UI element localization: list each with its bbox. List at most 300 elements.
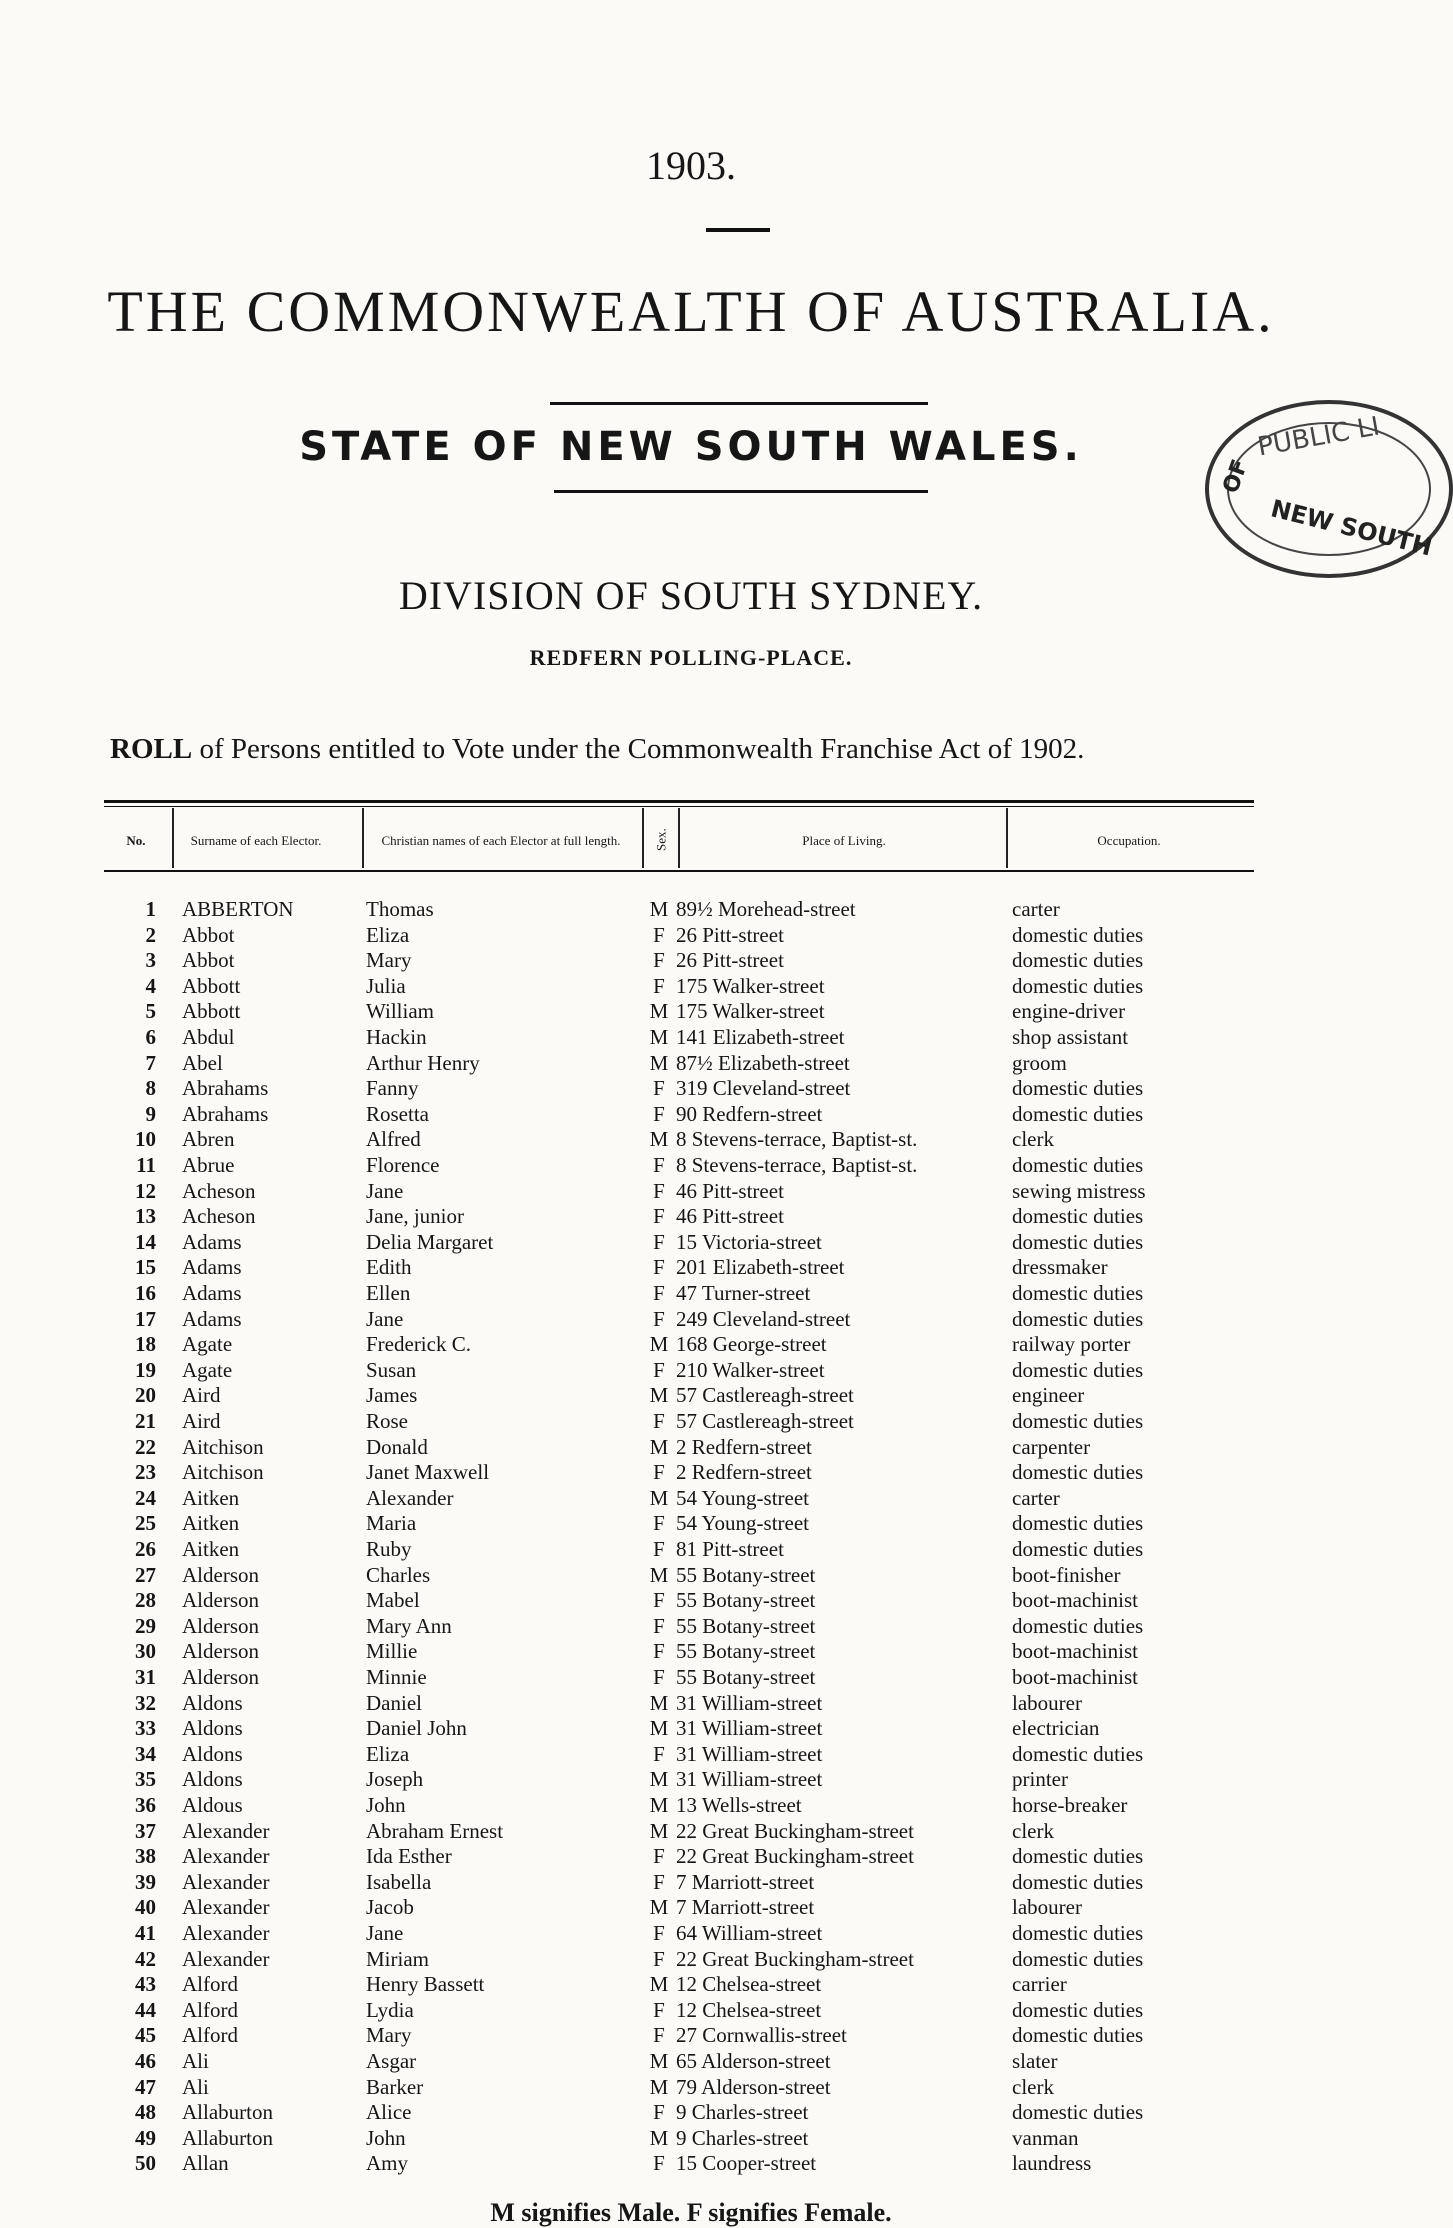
entry-place-of-living: 22 Great Buckingham-street: [676, 1946, 914, 1971]
table-row: [0, 1460, 1382, 1486]
entry-number: 10: [135, 1127, 156, 1152]
entry-sex: F: [653, 1537, 665, 1561]
entry-number: 8: [145, 1076, 156, 1101]
entry-surname: Alford: [182, 1997, 238, 2022]
entry-occupation: boot-finisher: [1012, 1562, 1121, 1587]
table-row: [0, 1179, 1382, 1205]
table-row: [0, 1972, 1382, 1998]
entry-place-of-living: 55 Botany-street: [676, 1588, 816, 1613]
entry-occupation: boot-machinist: [1012, 1588, 1138, 1613]
entry-sex: M: [649, 1434, 669, 1459]
state-title: STATE OF NEW SOUTH WALES.: [299, 424, 1083, 470]
table-row: [0, 1844, 1382, 1870]
table-top-rule: [104, 800, 1254, 803]
entry-sex: F: [653, 1665, 665, 1689]
entry-sex: M: [649, 1895, 669, 1920]
entry-number: 6: [145, 1025, 156, 1049]
table-row: [0, 1895, 1382, 1921]
entry-surname: Aitken: [182, 1511, 240, 1536]
entry-place-of-living: 55 Botany-street: [676, 1665, 816, 1689]
entry-number: 9: [145, 1101, 156, 1126]
entry-surname: Abrahams: [182, 1076, 269, 1101]
entry-number: 32: [135, 1690, 156, 1715]
divider-short: [706, 228, 770, 232]
entry-surname: Acheson: [182, 1204, 256, 1229]
entry-christian-names: Hackin: [366, 1025, 427, 1049]
entry-place-of-living: 31 William-street: [676, 1690, 823, 1715]
entry-occupation: horse-breaker: [1012, 1793, 1128, 1817]
table-row: [0, 1076, 1382, 1102]
entry-sex: M: [649, 1485, 669, 1510]
entry-christian-names: Joseph: [366, 1767, 424, 1792]
entry-occupation: carpenter: [1012, 1434, 1091, 1459]
roll-description: [110, 733, 1084, 766]
entry-place-of-living: 175 Walker-street: [676, 999, 825, 1024]
entry-surname: Abbott: [182, 973, 241, 998]
entry-sex: F: [653, 1153, 665, 1177]
entry-surname: Allan: [182, 2151, 229, 2176]
table-row: [0, 1307, 1382, 1333]
table-row: [0, 2049, 1382, 2075]
entry-occupation: domestic duties: [1012, 1741, 1144, 1766]
entry-surname: Aitchison: [182, 1460, 264, 1485]
entry-number: 50: [135, 2151, 156, 2176]
entry-place-of-living: 22 Great Buckingham-street: [676, 1818, 914, 1843]
entry-number: 33: [135, 1716, 156, 1741]
entry-number: 3: [145, 948, 156, 973]
table-row: [0, 1870, 1382, 1896]
entry-number: 44: [135, 1997, 156, 2022]
entry-christian-names: Eliza: [366, 1741, 410, 1766]
col-divider-3: [642, 808, 644, 868]
entry-place-of-living: 7 Marriott-street: [676, 1869, 815, 1894]
entry-place-of-living: 210 Walker-street: [676, 1357, 825, 1382]
year-heading: 1903.: [646, 143, 736, 188]
entry-place-of-living: 55 Botany-street: [676, 1562, 816, 1587]
table-row: [0, 1511, 1382, 1537]
table-row: [0, 923, 1382, 949]
table-row: [0, 1716, 1382, 1742]
entry-number: 43: [135, 1972, 156, 1997]
entry-occupation: domestic duties: [1012, 1844, 1144, 1869]
entry-surname: Aldons: [182, 1716, 243, 1741]
entry-sex: F: [653, 1101, 665, 1126]
table-row: [0, 1051, 1382, 1077]
entry-place-of-living: 168 George-street: [676, 1332, 827, 1357]
header-no: No.: [126, 832, 146, 848]
entry-sex: M: [649, 2049, 669, 2073]
entry-surname: Aldous: [182, 1793, 243, 1817]
entry-surname: Aldons: [182, 1767, 243, 1792]
table-row: [0, 1409, 1382, 1435]
table-row: [0, 2151, 1382, 2177]
entry-christian-names: Edith: [366, 1255, 412, 1280]
entry-sex: F: [653, 1946, 665, 1971]
entry-christian-names: Florence: [366, 1153, 440, 1177]
col-divider-5: [1006, 808, 1008, 868]
entry-number: 16: [135, 1281, 156, 1305]
library-stamp: [1205, 400, 1453, 578]
entry-occupation: domestic duties: [1012, 1946, 1144, 1971]
table-row: [0, 2100, 1382, 2126]
entry-number: 11: [136, 1153, 156, 1177]
entry-christian-names: Jane: [366, 1306, 404, 1331]
table-row: [0, 1819, 1382, 1845]
entry-christian-names: Rosetta: [366, 1101, 429, 1126]
entry-surname: Alford: [182, 2023, 238, 2048]
entry-number: 30: [135, 1639, 156, 1664]
entry-occupation: laundress: [1012, 2151, 1092, 2176]
entry-surname: Acheson: [182, 1178, 256, 1203]
entry-sex: M: [649, 1716, 669, 1741]
entry-sex: F: [653, 922, 665, 947]
entry-christian-names: Barker: [366, 2074, 424, 2099]
entry-occupation: labourer: [1012, 1690, 1082, 1715]
entry-occupation: domestic duties: [1012, 1869, 1144, 1894]
entry-surname: Allaburton: [182, 2125, 273, 2150]
entry-number: 13: [135, 1204, 156, 1229]
table-row: [0, 1230, 1382, 1256]
entry-sex: F: [653, 2151, 665, 2176]
entry-place-of-living: 9 Charles-street: [676, 2125, 809, 2150]
entry-number: 46: [135, 2049, 156, 2073]
entry-number: 18: [135, 1332, 156, 1357]
entry-sex: F: [653, 948, 665, 973]
entry-number: 40: [135, 1895, 156, 1920]
entry-number: 21: [135, 1409, 156, 1433]
table-row: [0, 1537, 1382, 1563]
entry-christian-names: Rose: [366, 1409, 408, 1433]
entry-place-of-living: 26 Pitt-street: [676, 922, 784, 947]
entry-sex: M: [649, 1383, 669, 1408]
entry-occupation: printer: [1012, 1767, 1068, 1792]
entry-christian-names: Ida Esther: [366, 1844, 452, 1869]
division-title: DIVISION OF SOUTH SYDNEY.: [398, 573, 984, 618]
entry-occupation: engine-driver: [1012, 999, 1126, 1024]
entry-christian-names: Miriam: [366, 1946, 429, 1971]
entry-number: 48: [135, 2100, 156, 2125]
entry-number: 27: [135, 1562, 156, 1587]
entry-number: 45: [135, 2023, 156, 2048]
entry-place-of-living: 8 Stevens-terrace, Baptist-st.: [676, 1153, 918, 1177]
sex-legend: M signifies Male. F signifies Female.: [490, 2198, 892, 2227]
entry-place-of-living: 27 Cornwallis-street: [676, 2023, 847, 2048]
entry-occupation: dressmaker: [1012, 1255, 1108, 1280]
entry-surname: Alexander: [182, 1818, 270, 1843]
entry-place-of-living: 22 Great Buckingham-street: [676, 1844, 914, 1869]
entry-sex: M: [649, 1818, 669, 1843]
table-row: [0, 999, 1382, 1025]
entry-number: 47: [135, 2074, 156, 2099]
entry-surname: Adams: [182, 1255, 242, 1280]
entry-christian-names: Charles: [366, 1562, 431, 1587]
stamp-text-top: PUBLIC LI: [1255, 411, 1382, 463]
entry-number: 22: [135, 1434, 156, 1459]
entry-christian-names: Mary Ann: [366, 1613, 452, 1638]
entry-number: 41: [135, 1921, 156, 1945]
entry-sex: F: [653, 973, 665, 998]
entry-number: 34: [135, 1741, 156, 1766]
entry-place-of-living: 9 Charles-street: [676, 2100, 809, 2125]
entry-surname: Ali: [182, 2074, 209, 2099]
entry-occupation: clerk: [1012, 1818, 1054, 1843]
entry-sex: F: [653, 1306, 665, 1331]
entry-sex: F: [653, 1204, 665, 1229]
entry-occupation: domestic duties: [1012, 1460, 1144, 1485]
entry-number: 36: [135, 1793, 156, 1817]
entry-sex: F: [653, 1178, 665, 1203]
entry-surname: Abel: [182, 1050, 223, 1075]
stamp-text-bottom: NEW SOUTH: [1268, 494, 1435, 562]
entry-christian-names: Mary: [366, 2023, 412, 2048]
entry-christian-names: Isabella: [366, 1869, 432, 1894]
entry-occupation: groom: [1012, 1050, 1067, 1075]
entry-place-of-living: 8 Stevens-terrace, Baptist-st.: [676, 1127, 918, 1152]
table-row: [0, 1665, 1382, 1691]
entry-occupation: domestic duties: [1012, 1357, 1144, 1382]
entry-sex: F: [653, 1357, 665, 1382]
entry-number: 26: [135, 1537, 156, 1561]
entry-sex: F: [653, 1844, 665, 1869]
entry-occupation: domestic duties: [1012, 948, 1144, 973]
entry-surname: Ali: [182, 2049, 209, 2073]
entry-occupation: domestic duties: [1012, 1229, 1144, 1254]
entry-christian-names: Frederick C.: [366, 1332, 471, 1357]
table-row: [0, 1691, 1382, 1717]
entry-sex: F: [653, 1281, 665, 1305]
entry-christian-names: Eliza: [366, 922, 410, 947]
entry-occupation: domestic duties: [1012, 2100, 1144, 2125]
entry-surname: Aird: [182, 1409, 221, 1433]
entry-occupation: boot-machinist: [1012, 1639, 1138, 1664]
entry-sex: F: [653, 1613, 665, 1638]
polling-place-title: REDFERN POLLING-PLACE.: [529, 645, 853, 670]
entry-christian-names: Millie: [366, 1639, 418, 1664]
entry-sex: M: [649, 1127, 669, 1152]
entry-place-of-living: 65 Alderson-street: [676, 2049, 831, 2073]
entry-place-of-living: 31 William-street: [676, 1767, 823, 1792]
entry-place-of-living: 249 Cleveland-street: [676, 1306, 851, 1331]
entry-number: 17: [135, 1306, 156, 1331]
entry-sex: F: [653, 1588, 665, 1613]
table-row: [0, 2075, 1382, 2101]
entry-occupation: domestic duties: [1012, 1281, 1144, 1305]
entry-surname: Alderson: [182, 1613, 259, 1638]
entry-surname: Alexander: [182, 1921, 270, 1945]
header-occupation: Occupation.: [1097, 832, 1161, 848]
entry-christian-names: Jacob: [366, 1895, 414, 1920]
entry-christian-names: Arthur Henry: [366, 1050, 480, 1075]
entry-number: 14: [135, 1229, 156, 1254]
entry-sex: M: [649, 1793, 669, 1817]
entry-occupation: domestic duties: [1012, 1997, 1144, 2022]
entry-occupation: carter: [1012, 897, 1060, 921]
table-row: [0, 897, 1382, 923]
entry-surname: Abbott: [182, 999, 241, 1024]
entry-place-of-living: 55 Botany-street: [676, 1639, 816, 1664]
entry-place-of-living: 31 William-street: [676, 1741, 823, 1766]
entry-occupation: railway porter: [1012, 1332, 1131, 1357]
entry-christian-names: Fanny: [366, 1076, 419, 1101]
entry-place-of-living: 64 William-street: [676, 1921, 823, 1945]
entry-place-of-living: 89½ Morehead-street: [676, 897, 856, 921]
table-row: [0, 1358, 1382, 1384]
entry-sex: M: [649, 1562, 669, 1587]
entry-christian-names: Donald: [366, 1434, 428, 1459]
entry-occupation: carrier: [1012, 1972, 1067, 1997]
entry-place-of-living: 31 William-street: [676, 1716, 823, 1741]
entry-surname: Alford: [182, 1972, 238, 1997]
entry-place-of-living: 87½ Elizabeth-street: [676, 1050, 850, 1075]
entry-place-of-living: 26 Pitt-street: [676, 948, 784, 973]
entry-occupation: domestic duties: [1012, 1153, 1144, 1177]
entry-occupation: clerk: [1012, 1127, 1054, 1152]
entry-surname: Adams: [182, 1306, 242, 1331]
entry-christian-names: Maria: [366, 1511, 417, 1536]
entry-surname: Abdul: [182, 1025, 235, 1049]
roll-word: ROLL: [110, 733, 193, 765]
divider-bottom: [554, 490, 928, 493]
table-header-rule: [104, 870, 1254, 872]
entry-sex: M: [649, 1767, 669, 1792]
entry-surname: Agate: [182, 1332, 233, 1357]
entry-number: 28: [135, 1588, 156, 1613]
entry-place-of-living: 81 Pitt-street: [676, 1537, 784, 1561]
entry-christian-names: Mabel: [366, 1588, 420, 1613]
entry-sex: M: [649, 2125, 669, 2150]
entry-place-of-living: 2 Redfern-street: [676, 1460, 812, 1485]
entry-surname: Alderson: [182, 1639, 259, 1664]
entry-place-of-living: 54 Young-street: [676, 1485, 810, 1510]
entry-occupation: boot-machinist: [1012, 1665, 1138, 1689]
entry-place-of-living: 12 Chelsea-street: [676, 1972, 822, 1997]
entry-number: 29: [135, 1613, 156, 1638]
entry-occupation: shop assistant: [1012, 1025, 1129, 1049]
entry-christian-names: Jane, junior: [366, 1204, 464, 1229]
entry-number: 1: [145, 897, 156, 921]
entry-surname: ABBERTON: [182, 897, 294, 921]
entry-number: 24: [135, 1485, 156, 1510]
entry-christian-names: Daniel: [366, 1690, 422, 1715]
entry-christian-names: Delia Margaret: [366, 1229, 494, 1254]
entry-place-of-living: 2 Redfern-street: [676, 1434, 812, 1459]
entry-number: 12: [135, 1178, 156, 1203]
entry-christian-names: Daniel John: [366, 1716, 467, 1741]
entry-place-of-living: 141 Elizabeth-street: [676, 1025, 845, 1049]
entry-occupation: domestic duties: [1012, 1204, 1144, 1229]
stamp-text-left: OF: [1218, 456, 1254, 497]
entry-sex: F: [653, 1255, 665, 1280]
entry-place-of-living: 90 Redfern-street: [676, 1101, 823, 1126]
header-place: Place of Living.: [802, 832, 886, 848]
entry-christian-names: Minnie: [366, 1665, 427, 1689]
entry-occupation: domestic duties: [1012, 1409, 1144, 1433]
entry-sex: F: [653, 1409, 665, 1433]
entry-occupation: engineer: [1012, 1383, 1085, 1408]
entry-christian-names: John: [366, 2125, 406, 2150]
entry-number: 38: [135, 1844, 156, 1869]
table-row: [0, 1639, 1382, 1665]
entry-occupation: slater: [1012, 2049, 1058, 2073]
entry-occupation: domestic duties: [1012, 922, 1144, 947]
table-row: [0, 1204, 1382, 1230]
entry-number: 35: [135, 1767, 156, 1792]
entry-sex: M: [649, 1332, 669, 1357]
entry-place-of-living: 46 Pitt-street: [676, 1204, 784, 1229]
entry-place-of-living: 55 Botany-street: [676, 1613, 816, 1638]
entry-occupation: domestic duties: [1012, 1511, 1144, 1536]
header-surname: Surname of each Elector.: [190, 832, 322, 848]
entry-christian-names: William: [366, 999, 434, 1024]
entry-place-of-living: 47 Turner-street: [676, 1281, 811, 1305]
entry-number: 4: [145, 973, 156, 998]
entry-occupation: vanman: [1012, 2125, 1079, 2150]
table-row: [0, 1614, 1382, 1640]
entry-surname: Abbot: [182, 948, 235, 973]
entry-surname: Abrue: [182, 1153, 235, 1177]
commonwealth-title: THE COMMONWEALTH OF AUSTRALIA.: [107, 279, 1275, 344]
entry-number: 20: [135, 1383, 156, 1408]
table-row: [0, 1947, 1382, 1973]
entry-christian-names: Jane: [366, 1921, 404, 1945]
entry-place-of-living: 13 Wells-street: [676, 1793, 802, 1817]
entry-christian-names: Amy: [366, 2151, 408, 2176]
entry-sex: M: [649, 2074, 669, 2099]
table-row: [0, 1793, 1382, 1819]
entry-christian-names: Alice: [366, 2100, 412, 2125]
table-row: [0, 1281, 1382, 1307]
entry-christian-names: Ruby: [366, 1537, 412, 1561]
entry-sex: M: [649, 1050, 669, 1075]
entry-number: 15: [135, 1255, 156, 1280]
entry-christian-names: Thomas: [366, 897, 434, 921]
entry-surname: Aitken: [182, 1485, 240, 1510]
entry-surname: Abren: [182, 1127, 235, 1152]
table-row: [0, 974, 1382, 1000]
entry-surname: Aird: [182, 1383, 221, 1408]
entry-occupation: domestic duties: [1012, 1306, 1144, 1331]
entry-sex: F: [653, 1869, 665, 1894]
entry-surname: Abrahams: [182, 1101, 269, 1126]
entry-christian-names: John: [366, 1793, 406, 1817]
table-row: [0, 2126, 1382, 2152]
entry-surname: Alexander: [182, 1946, 270, 1971]
table-row: [0, 1921, 1382, 1947]
entry-number: 49: [135, 2125, 156, 2150]
entry-occupation: domestic duties: [1012, 1076, 1144, 1101]
entry-occupation: sewing mistress: [1012, 1178, 1146, 1203]
entry-surname: Allaburton: [182, 2100, 273, 2125]
table-row: [0, 1563, 1382, 1589]
entry-christian-names: Abraham Ernest: [366, 1818, 504, 1843]
entry-place-of-living: 46 Pitt-street: [676, 1178, 784, 1203]
entry-occupation: domestic duties: [1012, 1101, 1144, 1126]
entry-christian-names: Asgar: [366, 2049, 417, 2073]
entry-christian-names: Alexander: [366, 1485, 454, 1510]
table-row: [0, 1383, 1382, 1409]
entry-sex: F: [653, 2023, 665, 2048]
entry-number: 5: [145, 999, 156, 1024]
entry-place-of-living: 15 Victoria-street: [676, 1229, 822, 1254]
entry-number: 39: [135, 1869, 156, 1894]
table-row: [0, 1025, 1382, 1051]
entry-sex: F: [653, 1460, 665, 1485]
table-row: [0, 1742, 1382, 1768]
entry-surname: Alderson: [182, 1562, 259, 1587]
entry-occupation: clerk: [1012, 2074, 1054, 2099]
entry-occupation: domestic duties: [1012, 1921, 1144, 1945]
entry-christian-names: Julia: [366, 973, 406, 998]
